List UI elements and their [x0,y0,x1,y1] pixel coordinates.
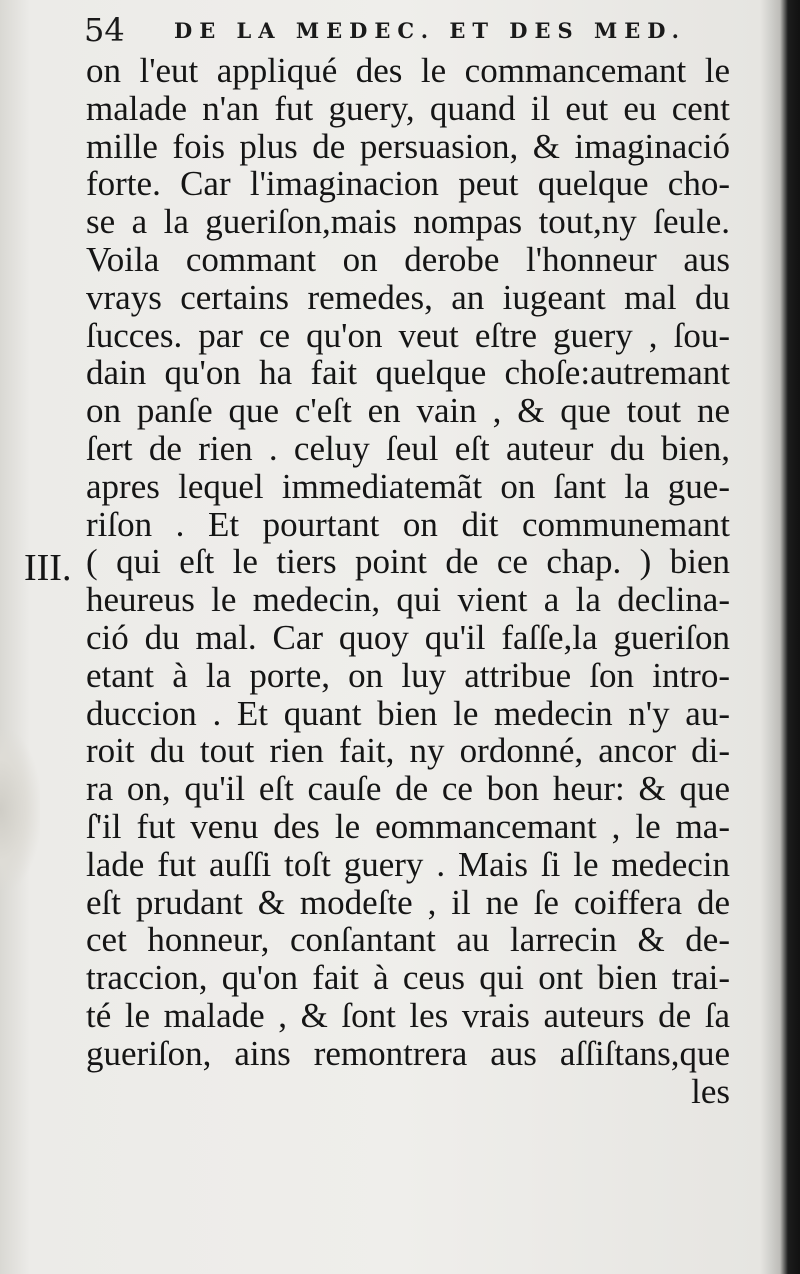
text-line: vrays certains remedes, an iugeant mal du [86,277,730,317]
text-line: té le malade , & ſont les vrais auteurs de ſa [86,995,730,1035]
margin-note: III. [24,547,72,589]
text-line: on panſe que c'eſt en vain , & que tout ne [86,391,730,431]
text-line: forte. Car l'imaginacion peut quelque cho- [86,164,730,204]
paper-stain [0,730,40,890]
text-line: lade fut auſſi toſt guery . Mais ſi le medecin [86,844,730,884]
text-line: ſ'il fut venu des le eommancemant , le ma- [86,806,730,846]
page-number: 54 [84,11,125,49]
text-line: ció du mal. Car quoy qu'il faſſe,la gueriſon [86,617,730,657]
text-line: apres lequel immediatemãt on ſant la gue- [86,466,730,506]
text-line: gueriſon, ains remontrera aus aſſiſtans,que [86,1033,730,1073]
text-line: Voila commant on derobe l'honneur aus [86,239,730,279]
running-head [84,10,744,50]
text-line: eſt prudant & modeſte , il ne ſe coiffera de [86,882,730,922]
text-line: duccion . Et quant bien le medecin n'y au- [86,693,730,733]
text-line: se a la gueriſon,mais nompas tout,ny ſeule. [86,202,730,242]
text-line: on l'eut appliqué des le commancemant le [86,51,730,90]
catchword: les [691,1071,730,1111]
text-line: ( qui eſt le tiers point de ce chap. ) bien [86,542,730,582]
text-line: roit du tout rien fait, ny ordonné, ancor di- [86,731,730,771]
text-line: ra on, qu'il eſt cauſe de ce bon heur: & que [86,769,730,809]
body-text [86,52,730,1110]
text-line: traccion, qu'on fait à ceus qui ont bien trai- [86,958,730,998]
text-line: etant à la porte, on luy attribue ſon intro- [86,655,730,695]
text-line: cet honneur, conſantant au larrecin & de- [86,920,730,960]
text-line: ſucces. par ce qu'on veut eſtre guery , ſou- [86,315,730,355]
text-line: riſon . Et pourtant on dit communemant [86,504,730,544]
text-line: malade n'an fut guery, quand il eut eu cent [86,88,730,128]
text-line: heureus le medecin, qui vient a la declina- [86,580,730,620]
text-line: ſert de rien . celuy ſeul eſt auteur du bien, [86,428,730,468]
text-line: dain qu'on ha fait quelque choſe:autremant [86,353,730,393]
text-line: mille fois plus de persuasion, & imaginació [86,126,730,166]
running-title: DE LA MEDEC. ET DES MED. [174,18,686,43]
